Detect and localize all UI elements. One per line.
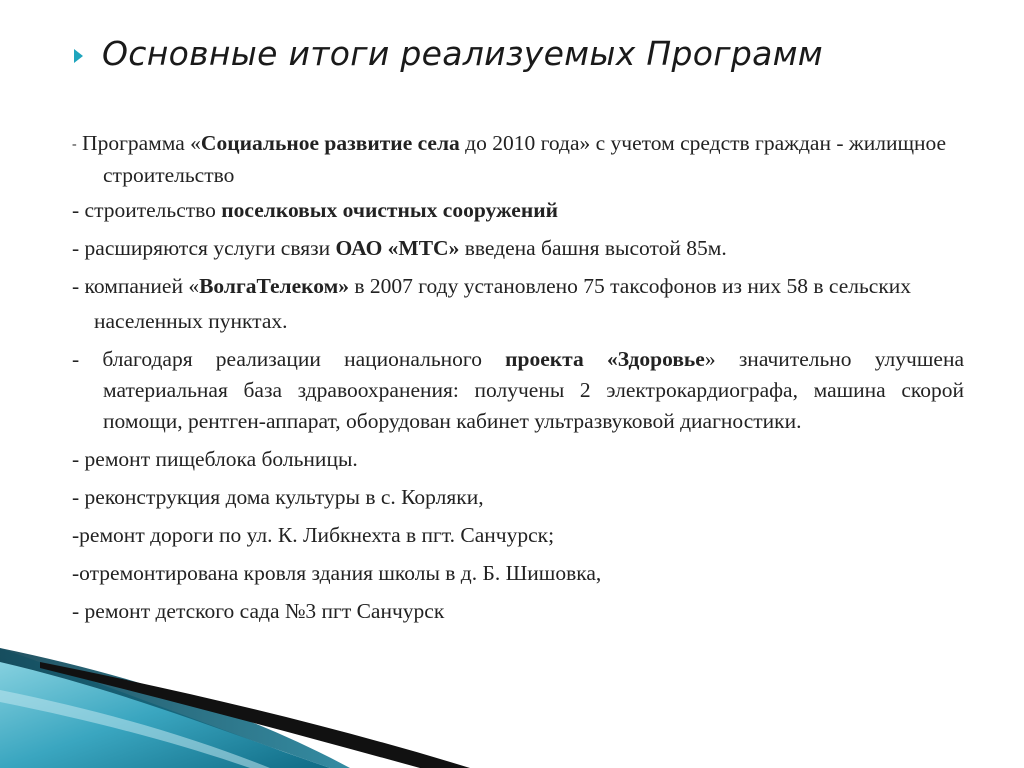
list-item: [72, 344, 964, 437]
list-item: [72, 520, 964, 551]
item-text: - строительство: [72, 198, 222, 222]
list-item: [72, 482, 964, 513]
item-text: - ремонт детского сада №3 пгт Санчурск: [72, 599, 445, 623]
list-item: [72, 596, 964, 627]
wave-black-stripe: [40, 662, 470, 768]
item-dash: -: [72, 137, 77, 152]
item-text: » значительно улучшена материальная база здравоохранения: получены 2 электрокардиографа, машина скорой помощи, рентген-аппарат, оборудован кабинет ультразвуковой диагностики.: [103, 347, 964, 433]
item-text: -ремонт дороги по ул. К. Либкнехта в пгт. Санчурск;: [72, 523, 555, 547]
slide-body: [72, 128, 964, 634]
list-item: [72, 233, 964, 264]
item-text: в 2007 году установлено 75 таксофонов из них 58 в сельских: [348, 274, 912, 298]
item-emphasis: Социальное развитие села: [200, 131, 460, 155]
list-item: [72, 558, 964, 589]
item-text: -отремонтирована кровля здания школы в д. Б. Шишовка,: [72, 561, 602, 585]
item-text: - расширяются услуги связи: [72, 236, 336, 260]
item-text: введена башня высотой 85м.: [459, 236, 727, 260]
list-item: [72, 306, 964, 337]
wave-light-band: [0, 648, 330, 768]
wave-gray-stripe: [0, 690, 270, 768]
item-emphasis: ОАО «МТС»: [335, 236, 460, 260]
item-text: Программа «: [76, 131, 201, 155]
wave-dark-band: [0, 648, 350, 768]
item-text: - благодаря реализации национального: [72, 347, 506, 371]
list-item: [72, 195, 964, 226]
item-emphasis: поселковых очистных сооружений: [221, 198, 558, 222]
list-item: [72, 128, 964, 191]
list-item: [72, 444, 964, 475]
item-emphasis: ВолгаТелеком»: [199, 274, 349, 298]
item-text: - реконструкция дома культуры в с. Корляки,: [72, 485, 484, 509]
title-row: [74, 34, 823, 73]
item-text: населенных пунктах.: [94, 309, 288, 333]
triangle-bullet-icon: [74, 49, 83, 63]
item-text: - компанией «: [72, 274, 200, 298]
item-text: до 2010 года» с учетом средств граждан - жилищное строительство: [103, 131, 947, 187]
item-emphasis: проекта «Здоровье: [505, 347, 705, 371]
item-text: - ремонт пищеблока больницы.: [72, 447, 358, 471]
list-item: [72, 271, 964, 302]
slide-title: Основные итоги реализуемых Программ: [102, 34, 823, 73]
